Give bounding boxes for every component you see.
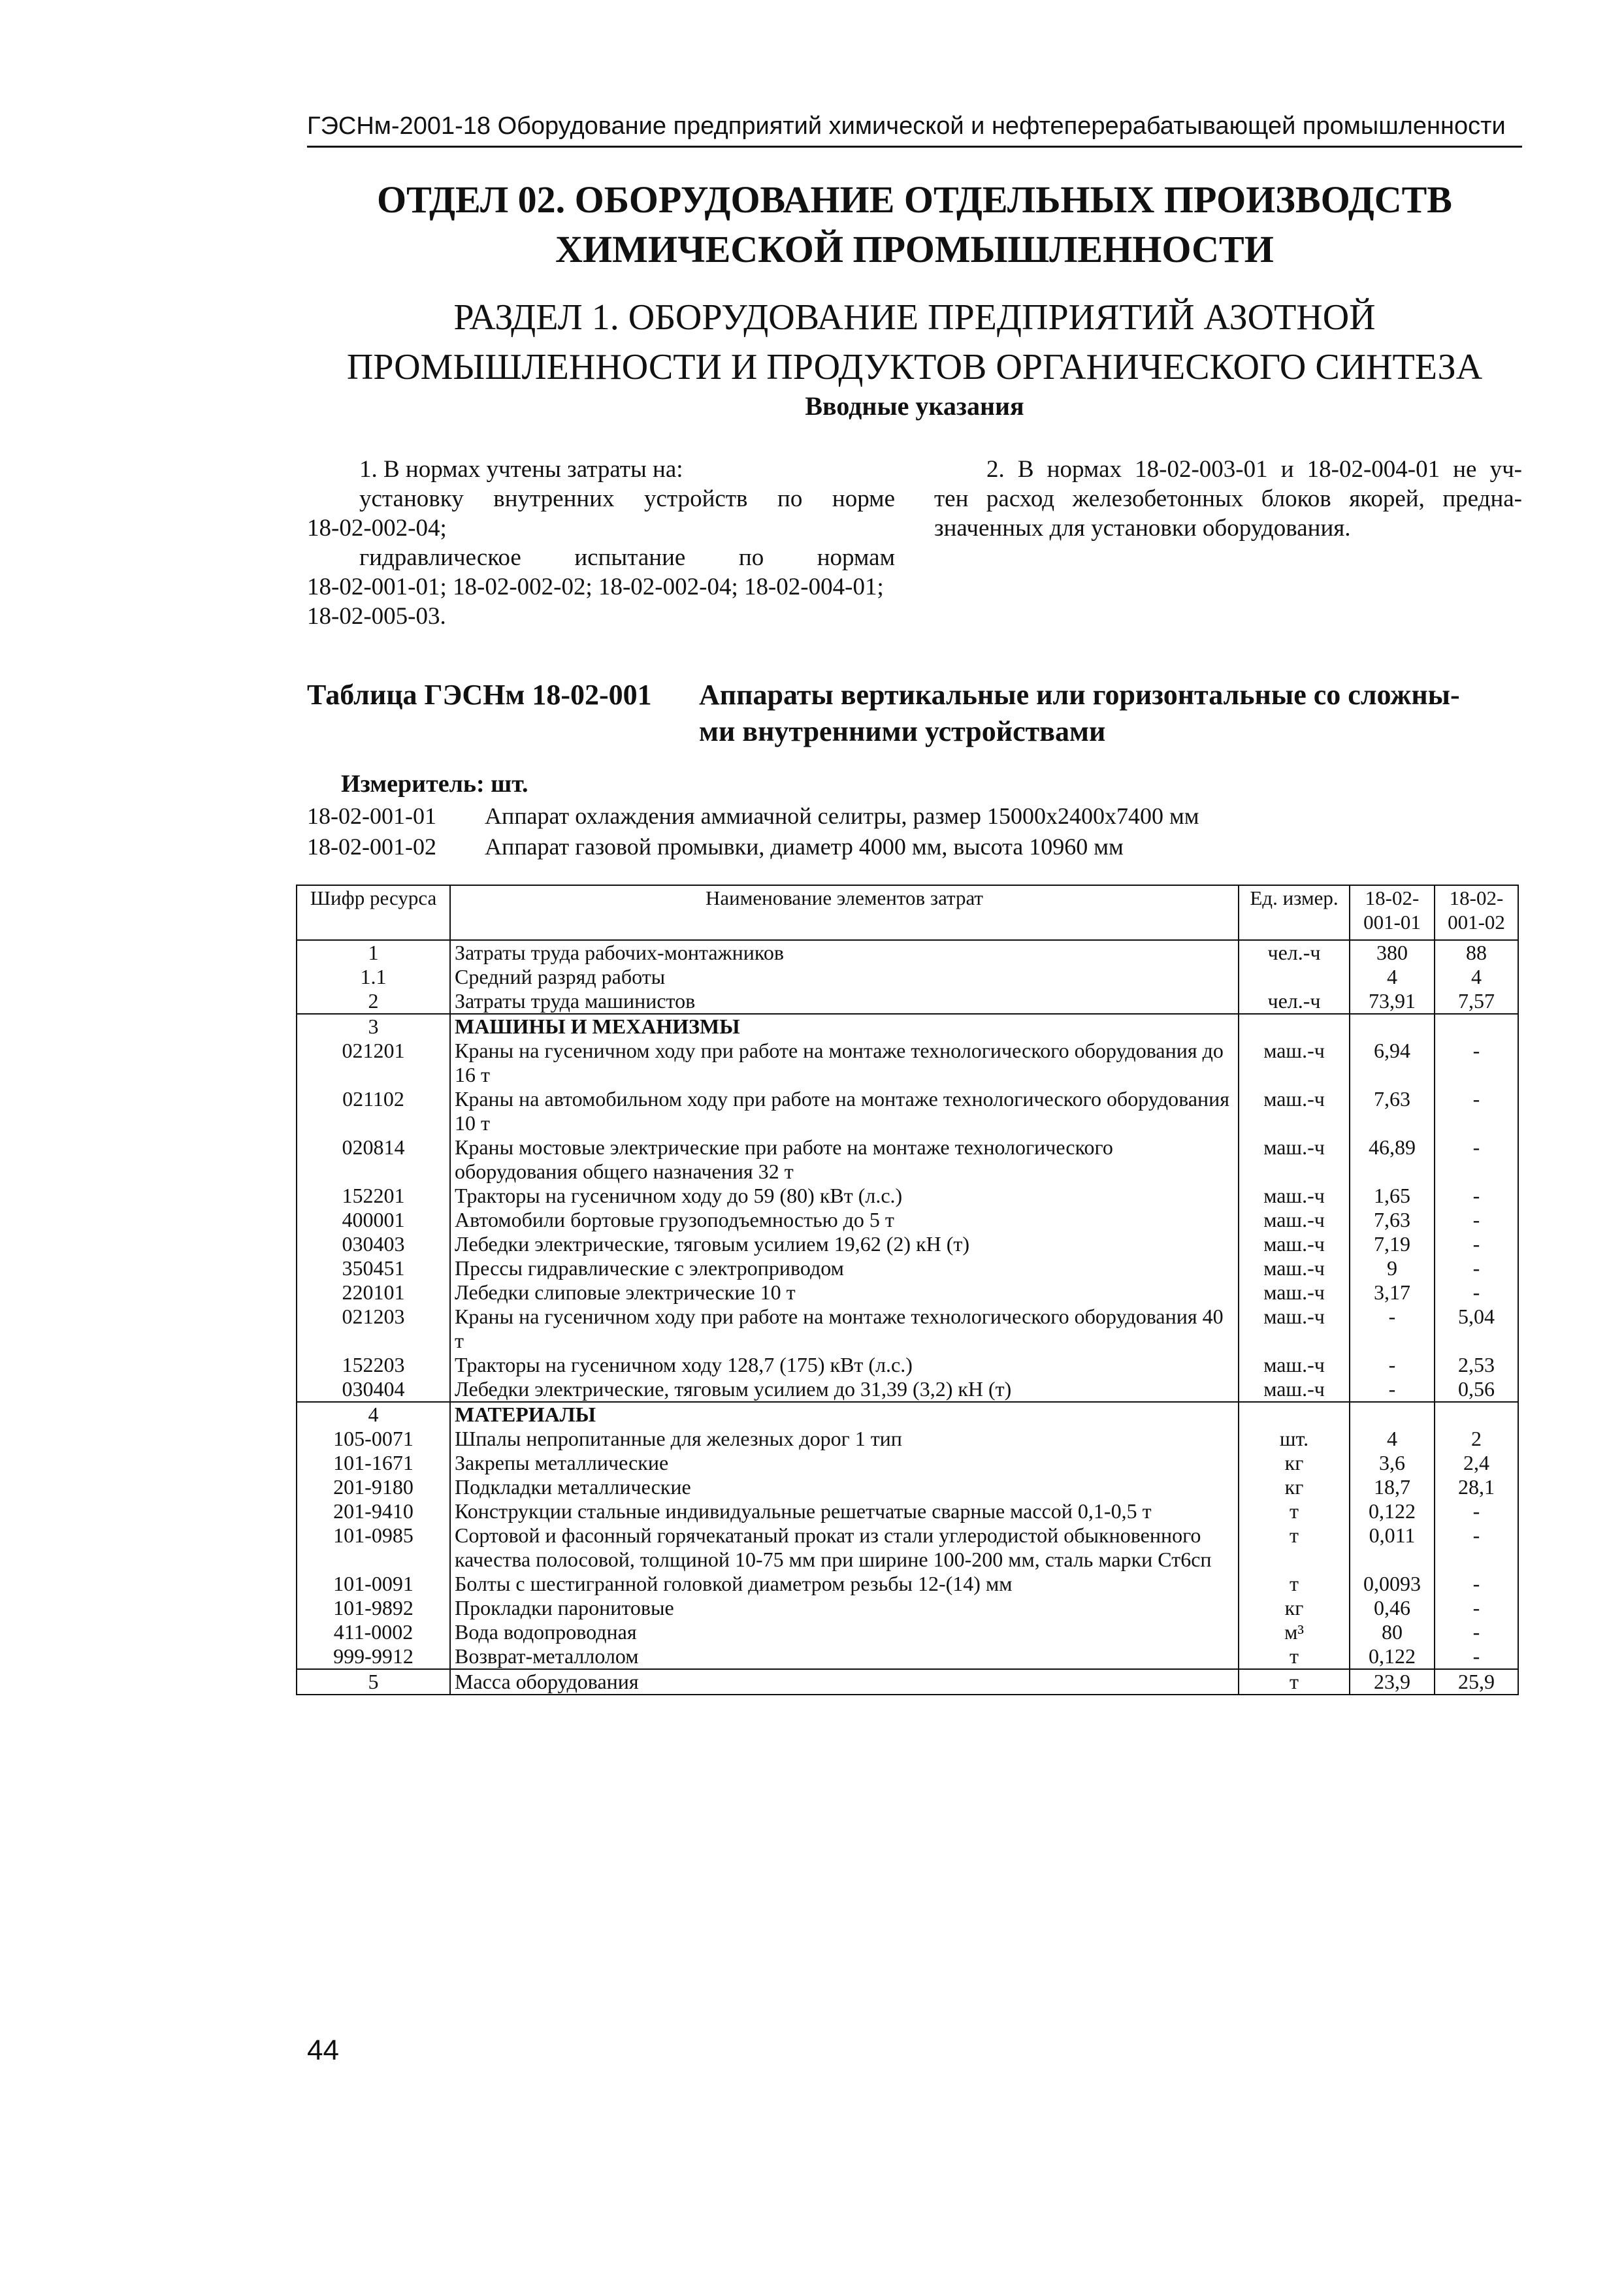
cell-variant-1: 0,122: [1350, 1499, 1435, 1523]
cell-name: Шпалы непропитанные для железных дорог 1 тип: [450, 1427, 1239, 1451]
intro-line: 1. В нормах учтены затраты на:: [359, 456, 683, 483]
cell-name: МАТЕРИАЛЫ: [450, 1402, 1239, 1427]
variant-item: [307, 801, 1199, 832]
cell-name: Краны на гусеничном ходу при работе на монтаже технологического оборудования 40 т: [450, 1305, 1239, 1353]
cell-variant-1: 1,65: [1350, 1184, 1435, 1208]
cell-code: 350451: [297, 1256, 450, 1280]
cell-variant-1: 9: [1350, 1256, 1435, 1280]
table-caption-title-line: Аппараты вертикальные или горизонтальные со сложны-: [699, 679, 1460, 711]
cell-code: 201-9180: [297, 1475, 450, 1499]
cell-unit: т: [1239, 1669, 1350, 1695]
cell-code: 101-1671: [297, 1451, 450, 1475]
cell-code: 021102: [297, 1087, 450, 1135]
cell-variant-1: 4: [1350, 965, 1435, 989]
intro-line: 18-02-005-03.: [307, 603, 446, 630]
cell-variant-2: -: [1435, 1184, 1518, 1208]
variant-code: 18-02-001-02: [307, 834, 436, 860]
cell-code: 400001: [297, 1208, 450, 1232]
cell-variant-2: -: [1435, 1572, 1518, 1596]
table-row: [297, 989, 1518, 1014]
department-title: [274, 175, 1555, 274]
cell-code: 101-0985: [297, 1523, 450, 1572]
cell-variant-1: [1350, 1402, 1435, 1427]
cell-unit: маш.-ч: [1239, 1135, 1350, 1184]
header-variant-1-line: 18-02-: [1365, 886, 1420, 909]
cell-code: 152203: [297, 1353, 450, 1377]
cell-variant-1: 7,63: [1350, 1087, 1435, 1135]
cell-unit: чел.-ч: [1239, 940, 1350, 965]
table-row: [297, 1232, 1518, 1256]
table-header-row: [297, 885, 1518, 940]
variant-code: 18-02-001-01: [307, 803, 436, 829]
table-row: [297, 940, 1518, 965]
cell-code: 411-0002: [297, 1620, 450, 1644]
cell-code: 021201: [297, 1039, 450, 1087]
cell-name: Прокладки паронитовые: [450, 1596, 1239, 1620]
table-row: [297, 1499, 1518, 1523]
header-code: Шифр ресурса: [297, 885, 450, 940]
cell-code: 1.1: [297, 965, 450, 989]
cell-name: Затраты труда рабочих-монтажников: [450, 940, 1239, 965]
cell-code: 020814: [297, 1135, 450, 1184]
cell-variant-2: [1435, 1014, 1518, 1039]
cell-variant-2: -: [1435, 1256, 1518, 1280]
cell-unit: маш.-ч: [1239, 1377, 1350, 1402]
cell-name: Краны мостовые электрические при работе на монтаже технологического оборудования общего назначения 32 т: [450, 1135, 1239, 1184]
table-row: [297, 1208, 1518, 1232]
cell-code: 220101: [297, 1280, 450, 1305]
header-variant-1-line: 001-01: [1363, 911, 1421, 934]
cell-unit: маш.-ч: [1239, 1208, 1350, 1232]
table-body: [297, 940, 1518, 1695]
table-row: [297, 1353, 1518, 1377]
cell-variant-2: -: [1435, 1135, 1518, 1184]
cell-variant-2: 88: [1435, 940, 1518, 965]
table-row: [297, 1475, 1518, 1499]
cell-variant-1: 46,89: [1350, 1135, 1435, 1184]
page-number: 44: [307, 2034, 339, 2066]
cell-code: 1: [297, 940, 450, 965]
cell-variant-2: 2: [1435, 1427, 1518, 1451]
cell-unit: маш.-ч: [1239, 1305, 1350, 1353]
cell-name: Автомобили бортовые грузоподъемностью до 5 т: [450, 1208, 1239, 1232]
intro-line: тен расход железобетонных блоков якорей, предна-: [934, 485, 1522, 512]
cell-variant-2: -: [1435, 1208, 1518, 1232]
cell-variant-1: 3,17: [1350, 1280, 1435, 1305]
cell-variant-1: 0,0093: [1350, 1572, 1435, 1596]
cell-name: Прессы гидравлические с электроприводом: [450, 1256, 1239, 1280]
cell-unit: шт.: [1239, 1427, 1350, 1451]
section-title-line: ПРОМЫШЛЕННОСТИ И ПРОДУКТОВ ОРГАНИЧЕСКОГО СИНТЕЗА: [346, 347, 1483, 387]
variant-text: Аппарат охлаждения аммиачной селитры, размер 15000х2400х7400 мм: [485, 803, 1199, 829]
cell-unit: [1239, 965, 1350, 989]
table-row: [297, 1039, 1518, 1087]
cell-variant-2: -: [1435, 1039, 1518, 1087]
header-variant-2-line: 18-02-: [1449, 886, 1504, 909]
cell-variant-1: 4: [1350, 1427, 1435, 1451]
cell-code: 152201: [297, 1184, 450, 1208]
cell-variant-1: 7,19: [1350, 1232, 1435, 1256]
header-variant-2: [1435, 885, 1518, 940]
table-row: [297, 1135, 1518, 1184]
cell-unit: маш.-ч: [1239, 1184, 1350, 1208]
table-row: [297, 1256, 1518, 1280]
cell-name: Затраты труда машинистов: [450, 989, 1239, 1014]
cell-code: 101-0091: [297, 1572, 450, 1596]
header-unit: Ед. измер.: [1239, 885, 1350, 940]
cell-name: Конструкции стальные индивидуальные решетчатые сварные массой 0,1-0,5 т: [450, 1499, 1239, 1523]
table-row: [297, 1523, 1518, 1572]
cell-variant-1: 0,011: [1350, 1523, 1435, 1572]
cell-code: 021203: [297, 1305, 450, 1353]
table-row: [297, 1305, 1518, 1353]
cell-name: Масса оборудования: [450, 1669, 1239, 1695]
intro-heading: Вводные указания: [805, 391, 1024, 421]
table-row: [297, 1377, 1518, 1402]
intro-left-column: [307, 455, 895, 631]
cell-variant-2: -: [1435, 1280, 1518, 1305]
cell-unit: т: [1239, 1523, 1350, 1572]
table-row: [297, 1184, 1518, 1208]
cell-unit: кг: [1239, 1451, 1350, 1475]
cell-unit: [1239, 1014, 1350, 1039]
cell-variant-1: 0,122: [1350, 1644, 1435, 1669]
table-row: [297, 1280, 1518, 1305]
cell-code: 105-0071: [297, 1427, 450, 1451]
variant-text: Аппарат газовой промывки, диаметр 4000 мм, высота 10960 мм: [485, 834, 1124, 860]
cell-name: Средний разряд работы: [450, 965, 1239, 989]
cell-unit: т: [1239, 1499, 1350, 1523]
intro-line: 18-02-002-04;: [307, 515, 447, 542]
unit-line: Измеритель: шт.: [341, 770, 528, 798]
cell-variant-2: -: [1435, 1596, 1518, 1620]
table-row: [297, 1620, 1518, 1644]
cell-unit: маш.-ч: [1239, 1280, 1350, 1305]
table-row: [297, 965, 1518, 989]
cell-name: Тракторы на гусеничном ходу до 59 (80) кВт (л.с.): [450, 1184, 1239, 1208]
cell-code: 999-9912: [297, 1644, 450, 1669]
section-title-line: РАЗДЕЛ 1. ОБОРУДОВАНИЕ ПРЕДПРИЯТИЙ АЗОТНОЙ: [453, 297, 1376, 338]
cell-variant-2: -: [1435, 1232, 1518, 1256]
cell-variant-1: 3,6: [1350, 1451, 1435, 1475]
cell-variant-1: 73,91: [1350, 989, 1435, 1014]
table-caption-title-line: ми внутренними устройствами: [699, 715, 1106, 747]
cell-variant-2: 2,4: [1435, 1451, 1518, 1475]
cell-unit: маш.-ч: [1239, 1087, 1350, 1135]
section-title: [274, 293, 1555, 392]
cell-name: Лебедки слиповые электрические 10 т: [450, 1280, 1239, 1305]
cell-code: 2: [297, 989, 450, 1014]
variant-item: [307, 832, 1199, 862]
cell-variant-2: 25,9: [1435, 1669, 1518, 1695]
cell-name: МАШИНЫ И МЕХАНИЗМЫ: [450, 1014, 1239, 1039]
cell-variant-2: [1435, 1402, 1518, 1427]
cell-variant-2: -: [1435, 1523, 1518, 1572]
resource-table: [296, 885, 1519, 1695]
cell-variant-1: 18,7: [1350, 1475, 1435, 1499]
cell-variant-2: -: [1435, 1644, 1518, 1669]
intro-line: 2. В нормах 18-02-003-01 и 18-02-004-01 не уч-: [986, 456, 1522, 483]
table-row: [297, 1596, 1518, 1620]
intro-line: гидравлическое испытание по нормам: [359, 544, 895, 571]
running-header: ГЭСНм-2001-18 Оборудование предприятий химической и нефтеперерабатывающей промышленности: [307, 112, 1522, 148]
cell-variant-1: 7,63: [1350, 1208, 1435, 1232]
cell-variant-1: 23,9: [1350, 1669, 1435, 1695]
table-row: [297, 1669, 1518, 1695]
table-row: [297, 1402, 1518, 1427]
cell-variant-2: 4: [1435, 965, 1518, 989]
intro-line: установку внутренних устройств по норме: [359, 485, 895, 512]
cell-variant-1: -: [1350, 1353, 1435, 1377]
table-row: [297, 1451, 1518, 1475]
table-caption-title: [699, 677, 1522, 750]
table-caption-label: Таблица ГЭСНм 18-02-001: [307, 679, 652, 711]
cell-name: Тракторы на гусеничном ходу 128,7 (175) кВт (л.с.): [450, 1353, 1239, 1377]
cell-code: 3: [297, 1014, 450, 1039]
cell-name: Подкладки металлические: [450, 1475, 1239, 1499]
cell-variant-2: 28,1: [1435, 1475, 1518, 1499]
cell-variant-2: -: [1435, 1499, 1518, 1523]
cell-variant-2: -: [1435, 1620, 1518, 1644]
cell-variant-2: 5,04: [1435, 1305, 1518, 1353]
intro-line: значенных для установки оборудования.: [934, 515, 1351, 542]
header-name: Наименование элементов затрат: [450, 885, 1239, 940]
intro-line: 18-02-001-01; 18-02-002-02; 18-02-002-04; 18-02-004-01;: [307, 574, 884, 600]
cell-name: Сортовой и фасонный горячекатаный прокат из стали углеродистой обыкновенного качества полосовой, толщиной 10-75 мм при ширине 100-200 мм, сталь марки Ст6сп: [450, 1523, 1239, 1572]
cell-unit: чел.-ч: [1239, 989, 1350, 1014]
cell-code: 5: [297, 1669, 450, 1695]
table-row: [297, 1572, 1518, 1596]
cell-name: Вода водопроводная: [450, 1620, 1239, 1644]
table-row: [297, 1014, 1518, 1039]
cell-unit: [1239, 1402, 1350, 1427]
table-row: [297, 1644, 1518, 1669]
department-title-line: ОТДЕЛ 02. ОБОРУДОВАНИЕ ОТДЕЛЬНЫХ ПРОИЗВОДСТВ: [376, 178, 1452, 221]
cell-code: 030403: [297, 1232, 450, 1256]
cell-name: Лебедки электрические, тяговым усилием до 31,39 (3,2) кН (т): [450, 1377, 1239, 1402]
cell-name: Лебедки электрические, тяговым усилием 19,62 (2) кН (т): [450, 1232, 1239, 1256]
cell-variant-2: 2,53: [1435, 1353, 1518, 1377]
cell-variant-1: -: [1350, 1377, 1435, 1402]
cell-variant-1: [1350, 1014, 1435, 1039]
cell-unit: маш.-ч: [1239, 1353, 1350, 1377]
cell-code: 101-9892: [297, 1596, 450, 1620]
table-row: [297, 1087, 1518, 1135]
cell-unit: маш.-ч: [1239, 1039, 1350, 1087]
cell-name: Болты с шестигранной головкой диаметром резьбы 12-(14) мм: [450, 1572, 1239, 1596]
cell-code: 201-9410: [297, 1499, 450, 1523]
cell-variant-2: 0,56: [1435, 1377, 1518, 1402]
intro-right-column: [934, 455, 1522, 543]
cell-variant-2: -: [1435, 1087, 1518, 1135]
cell-unit: кг: [1239, 1596, 1350, 1620]
cell-name: Возврат-металлолом: [450, 1644, 1239, 1669]
cell-variant-1: 80: [1350, 1620, 1435, 1644]
cell-unit: маш.-ч: [1239, 1256, 1350, 1280]
cell-unit: т: [1239, 1572, 1350, 1596]
department-title-line: ХИМИЧЕСКОЙ ПРОМЫШЛЕННОСТИ: [555, 228, 1274, 270]
cell-variant-2: 7,57: [1435, 989, 1518, 1014]
header-variant-2-line: 001-02: [1448, 911, 1505, 934]
cell-variant-1: 0,46: [1350, 1596, 1435, 1620]
cell-unit: м³: [1239, 1620, 1350, 1644]
cell-code: 030404: [297, 1377, 450, 1402]
cell-name: Краны на гусеничном ходу при работе на монтаже технологического оборудования до 16 т: [450, 1039, 1239, 1087]
variant-list: [307, 801, 1199, 862]
cell-name: Закрепы металлические: [450, 1451, 1239, 1475]
cell-code: 4: [297, 1402, 450, 1427]
cell-unit: маш.-ч: [1239, 1232, 1350, 1256]
cell-variant-1: -: [1350, 1305, 1435, 1353]
table-row: [297, 1427, 1518, 1451]
cell-unit: т: [1239, 1644, 1350, 1669]
header-variant-1: [1350, 885, 1435, 940]
cell-name: Краны на автомобильном ходу при работе на монтаже технологического оборудования 10 т: [450, 1087, 1239, 1135]
cell-variant-1: 6,94: [1350, 1039, 1435, 1087]
cell-variant-1: 380: [1350, 940, 1435, 965]
cell-unit: кг: [1239, 1475, 1350, 1499]
